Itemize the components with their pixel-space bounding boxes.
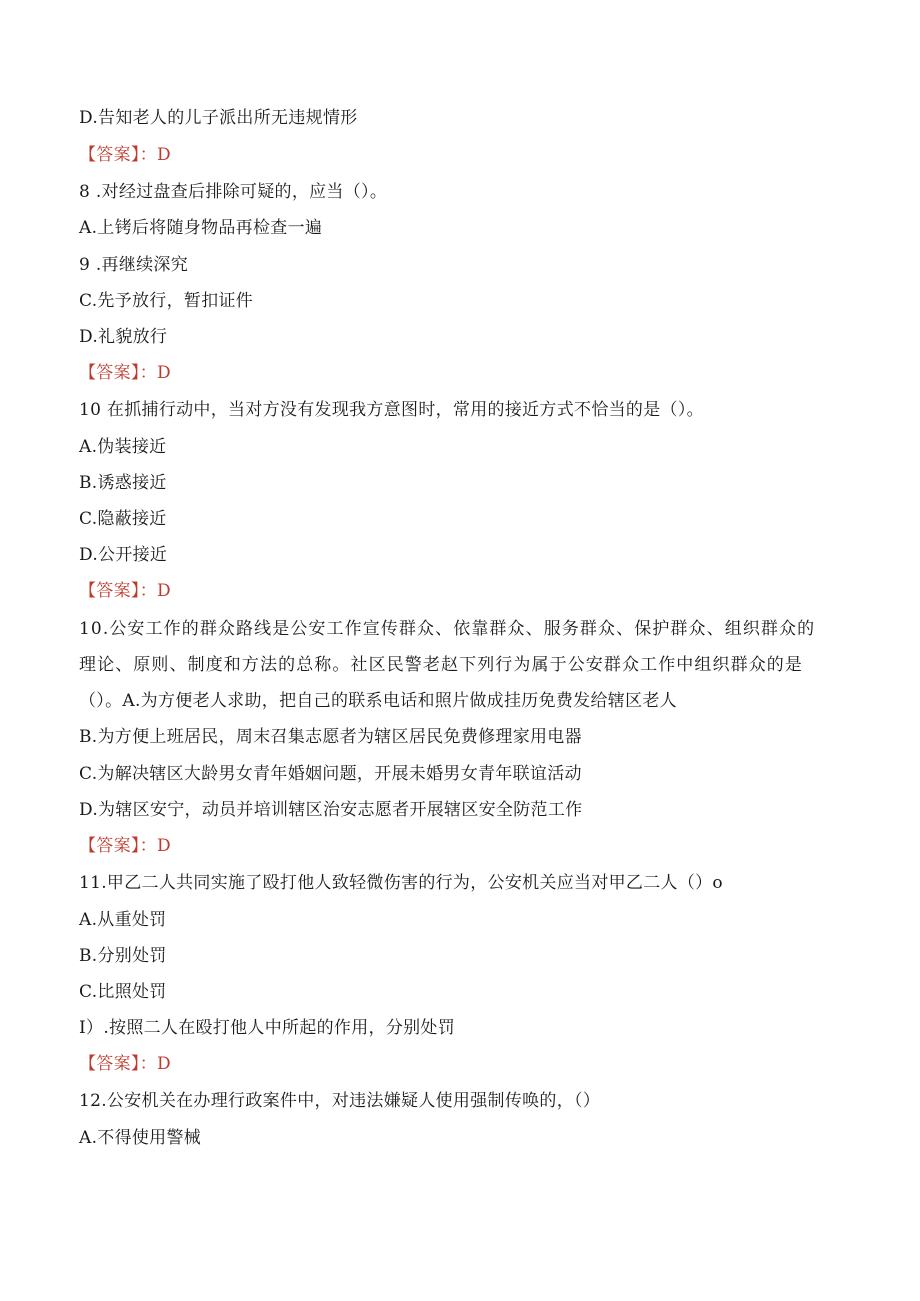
answer-line: 【答案】：D xyxy=(79,363,171,383)
question-line: （）。A.为方便老人求助，把自己的联系电话和照片做成挂历免费发给辖区老人 xyxy=(79,691,677,711)
option-line: A.不得使用警械 xyxy=(79,1128,202,1148)
option-line: C.隐蔽接近 xyxy=(79,509,167,529)
option-line: 9 .再继续深究 xyxy=(79,255,189,275)
option-line: I）.按照二人在殴打他人中所起的作用，分别处罚 xyxy=(79,1018,456,1038)
option-line: B.分别处罚 xyxy=(79,946,167,966)
question-line: 10.公安工作的群众路线是公安工作宣传群众、依靠群众、服务群众、保护群众、组织群众的 xyxy=(79,619,816,639)
answer-line: 【答案】：D xyxy=(79,581,171,601)
option-line: D.礼貌放行 xyxy=(79,327,168,347)
option-line: C.为解决辖区大龄男女青年婚姻问题，开展未婚男女青年联谊活动 xyxy=(79,764,582,784)
option-line: B.为方便上班居民，周末召集志愿者为辖区居民免费修理家用电器 xyxy=(79,727,582,747)
option-line: A.上铐后将随身物品再检查一遍 xyxy=(79,218,323,238)
answer-line: 【答案】：D xyxy=(79,1054,171,1074)
option-line: D.为辖区安宁，动员并培训辖区治安志愿者开展辖区安全防范工作 xyxy=(79,800,583,820)
option-line: C.先予放行，暂扣证件 xyxy=(79,291,254,311)
answer-line: 【答案】：D xyxy=(79,836,171,856)
option-line: D.告知老人的儿子派出所无违规情形 xyxy=(79,108,358,128)
question-line: 12.公安机关在办理行政案件中，对违法嫌疑人使用强制传唤的，（） xyxy=(79,1091,601,1111)
question-line: 8 .对经过盘查后排除可疑的，应当（）。 xyxy=(79,182,388,202)
answer-line: 【答案】：D xyxy=(79,145,171,165)
option-line: A.伪装接近 xyxy=(79,437,167,457)
option-line: A.从重处罚 xyxy=(79,910,167,930)
question-line: 理论、原则、制度和方法的总称。社区民警老赵下列行为属于公安群众工作中组织群众的是 xyxy=(79,655,803,675)
option-line: D.公开接近 xyxy=(79,545,168,565)
option-line: C.比照处罚 xyxy=(79,982,167,1002)
question-line: 11.甲乙二人共同实施了殴打他人致轻微伤害的行为，公安机关应当对甲乙二人（）o xyxy=(79,873,723,893)
question-line: 10 在抓捕行动中，当对方没有发现我方意图时，常用的接近方式不恰当的是（）。 xyxy=(79,400,704,420)
option-line: B.诱惑接近 xyxy=(79,473,167,493)
